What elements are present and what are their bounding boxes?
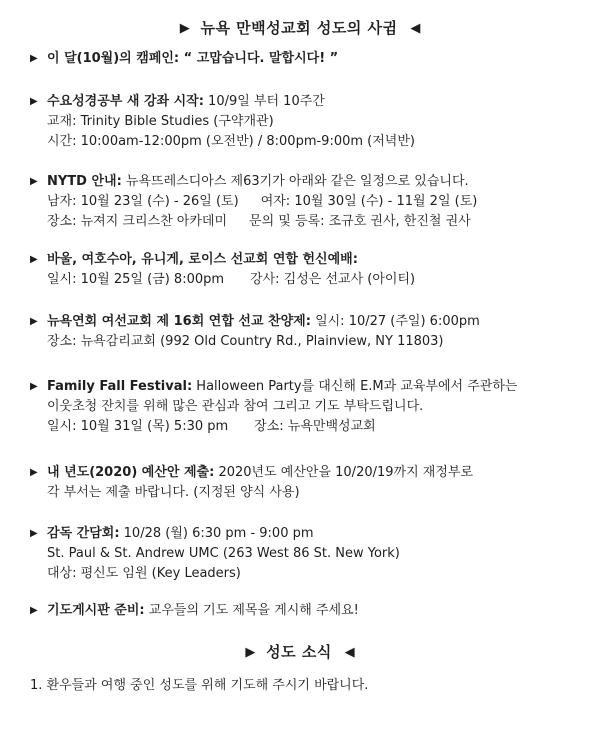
notice-text: 여자: 10월 30일 (수) - 11월 2일 (토)	[260, 194, 478, 209]
notice-title: 내 년도(2020) 예산안 제출:	[47, 465, 215, 480]
bullet-icon: ▶	[30, 467, 38, 478]
notice-item-bishop-meeting	[30, 524, 590, 584]
notice-title: 감독 간담회:	[47, 526, 120, 541]
notice-title: 수요성경공부 새 강좌 시작:	[47, 94, 204, 109]
notice-text: 시간: 10:00am-12:00pm (오전반) / 8:00pm-9:00m (저녁반)	[47, 134, 415, 149]
bullet-icon: ▶	[30, 176, 38, 187]
notice-text: 이웃초청 잔치를 위해 많은 관심과 참여 그리고 기도 부탁드립니다.	[47, 399, 424, 414]
notice-text: 일시: 10월 31일 (목) 5:30 pm	[47, 419, 229, 434]
notice-text: 장소: 뉴져지 크리스찬 아카데미	[47, 214, 228, 229]
notice-item-campaign	[30, 49, 590, 69]
news-title: 성도 소식	[266, 643, 332, 661]
notice-text: Halloween Party를 대신해 E.M과 교육부에서 주관하는	[192, 379, 518, 394]
bullet-icon: ▶	[30, 528, 38, 539]
notice-item-nytd	[30, 172, 590, 232]
left-triangle-icon: ◀	[410, 21, 421, 36]
bullet-icon: ▶	[30, 96, 38, 107]
notice-item-praise-festival	[30, 312, 590, 352]
notice-text: 10/9일 부터 10주간	[203, 94, 325, 109]
notice-text: 교우들의 기도 제목을 게시해 주세요!	[144, 603, 359, 618]
notice-text: 10/28 (월) 6:30 pm - 9:00 pm	[119, 526, 314, 541]
notice-item-mission-worship	[30, 250, 590, 290]
notice-text: St. Paul & St. Andrew UMC (263 West 86 St. New York)	[47, 546, 400, 561]
notice-title: 이 달(10월)의 캠페인: “ 고맙습니다. 말합시다! ”	[47, 51, 339, 66]
bullet-icon: ▶	[30, 381, 38, 392]
notice-title: NYTD 안내:	[47, 174, 122, 189]
notice-item-prayer-board	[30, 601, 590, 621]
notice-title: Family Fall Festival:	[47, 379, 193, 394]
notice-text: 교재: Trinity Bible Studies (구약개관)	[47, 114, 274, 129]
notice-text: 장소: 뉴욕감리교회 (992 Old Country Rd., Plainview, NY 11803)	[47, 334, 444, 349]
section-header	[0, 17, 600, 38]
notice-title: 기도게시판 준비:	[47, 603, 145, 618]
news-list	[30, 676, 368, 696]
news-item: 1. 환우들과 여행 중인 성도를 위해 기도해 주시기 바랍니다.	[30, 678, 369, 693]
bullet-icon: ▶	[30, 605, 38, 616]
left-triangle-icon: ◀	[344, 645, 355, 660]
notice-item-budget	[30, 463, 590, 503]
notice-text: 대상: 평신도 임원 (Key Leaders)	[47, 566, 241, 581]
bullet-icon: ▶	[30, 53, 38, 64]
notice-text: 남자: 10월 23일 (수) - 26일 (토)	[47, 194, 239, 209]
right-triangle-icon: ▶	[179, 21, 190, 36]
notice-title: 바울, 여호수아, 유니게, 로이스 선교회 연합 헌신예배:	[47, 252, 358, 267]
notice-text: 각 부서는 제출 바랍니다. (지정된 양식 사용)	[47, 485, 300, 500]
right-triangle-icon: ▶	[245, 645, 256, 660]
notice-text: 장소: 뉴욕만백성교회	[254, 419, 376, 434]
notice-title: 뉴욕연회 여선교회 제 16회 연합 선교 찬양제:	[47, 314, 311, 329]
notice-item-bible-study	[30, 92, 590, 152]
notice-text: 일시: 10월 25일 (금) 8:00pm	[47, 272, 225, 287]
notice-item-family-festival	[30, 377, 590, 437]
bullet-icon: ▶	[30, 254, 38, 265]
news-section-header	[0, 641, 600, 662]
notice-text: 뉴욕뜨레스디아스 제63기가 아래와 같은 일정으로 있습니다.	[121, 174, 469, 189]
notice-text: 2020년도 예산안을 10/20/19까지 재정부로	[214, 465, 474, 480]
notice-text: 문의 및 등록: 조규호 권사, 한진철 권사	[249, 214, 471, 229]
page-title: 뉴욕 만백성교회 성도의 사귐	[200, 19, 398, 37]
notice-text: 강사: 김성은 선교사 (아이티)	[250, 272, 416, 287]
notice-text: 일시: 10/27 (주일) 6:00pm	[310, 314, 480, 329]
bullet-icon: ▶	[30, 316, 38, 327]
